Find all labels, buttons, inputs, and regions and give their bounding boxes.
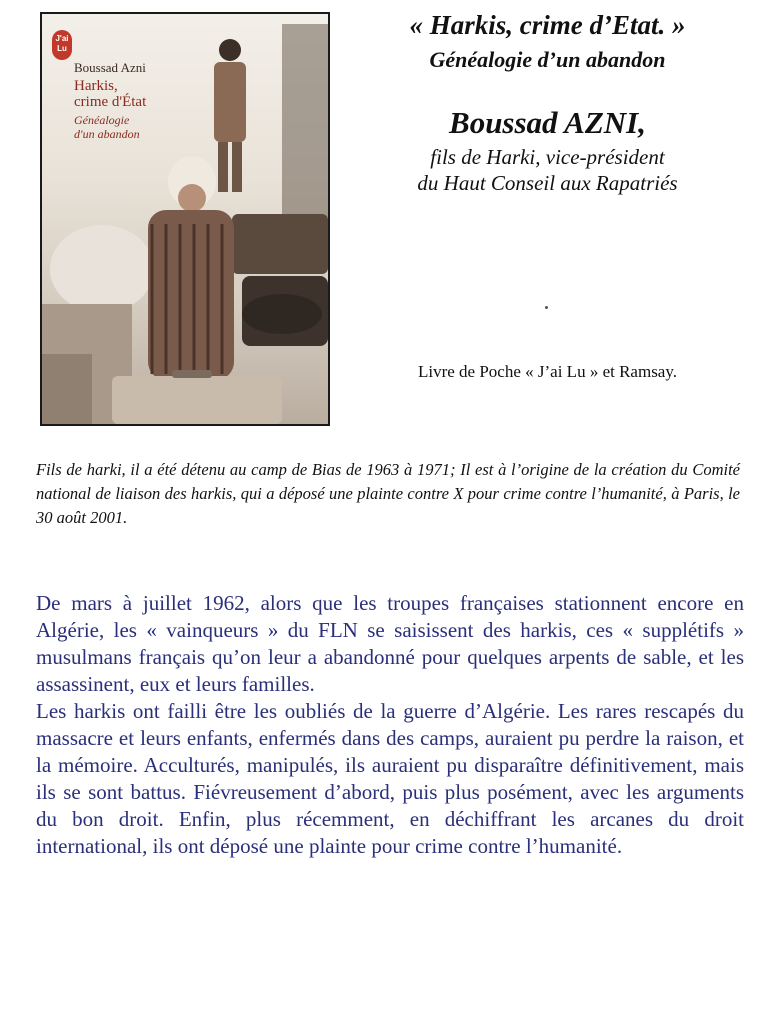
author-bio: Fils de harki, il a été détenu au camp de Bias de 1963 à 1971; Il est à l’origine de la création du Comité national de liaison des harkis, qui a déposé une plainte contre X pour crime contre l’humanité, à Paris, le 30 août 2001. [36,460,740,527]
author-name: Boussad AZNI, [449,105,646,140]
book-subtitle: Généalogie d’un abandon [429,47,666,72]
article-body [36,590,744,860]
separator-dot [545,306,548,309]
cover-title: Harkis, crime d'État [74,78,147,110]
author-description: fils de Harki, vice-président du Haut Conseil aux Rapatriés [417,145,678,195]
book-cover [40,12,330,426]
paragraph-2: Les harkis ont failli être les oubliés de la guerre d’Algérie. Les rares rescapés du massacre et leurs enfants, enfermés dans des camps, auraient pu perdre la raison, et la mémoire. Acculturés, manipulés, ils auraient pu disparaître définitivement, mais ils se sont battus. Fiévreusement d’abord, puis plus posément, avec les arguments du bon droit. Enfin, plus récemment, en déchiffrant les arcanes du droit international, ils ont déposé une plainte pour crime contre l’humanité. [36,699,744,858]
publisher-logo: J'ai Lu [52,30,72,60]
book-title: « Harkis, crime d’Etat. » [409,10,686,40]
book-header [340,8,755,196]
cover-author: Boussad Azni [74,60,146,75]
paragraph-1: De mars à juillet 1962, alors que les troupes françaises stationnent encore en Algérie, les « vainqueurs » du FLN se saisissent des harkis, ces « supplétifs » musulmans français qu’on leur a abandonné pour quelques arpents de sable, et les assassinent, eux et leurs familles. [36,591,744,696]
publisher-line: Livre de Poche « J’ai Lu » et Ramsay. [417,362,678,381]
cover-subtitle: Généalogie d'un abandon [74,113,140,141]
